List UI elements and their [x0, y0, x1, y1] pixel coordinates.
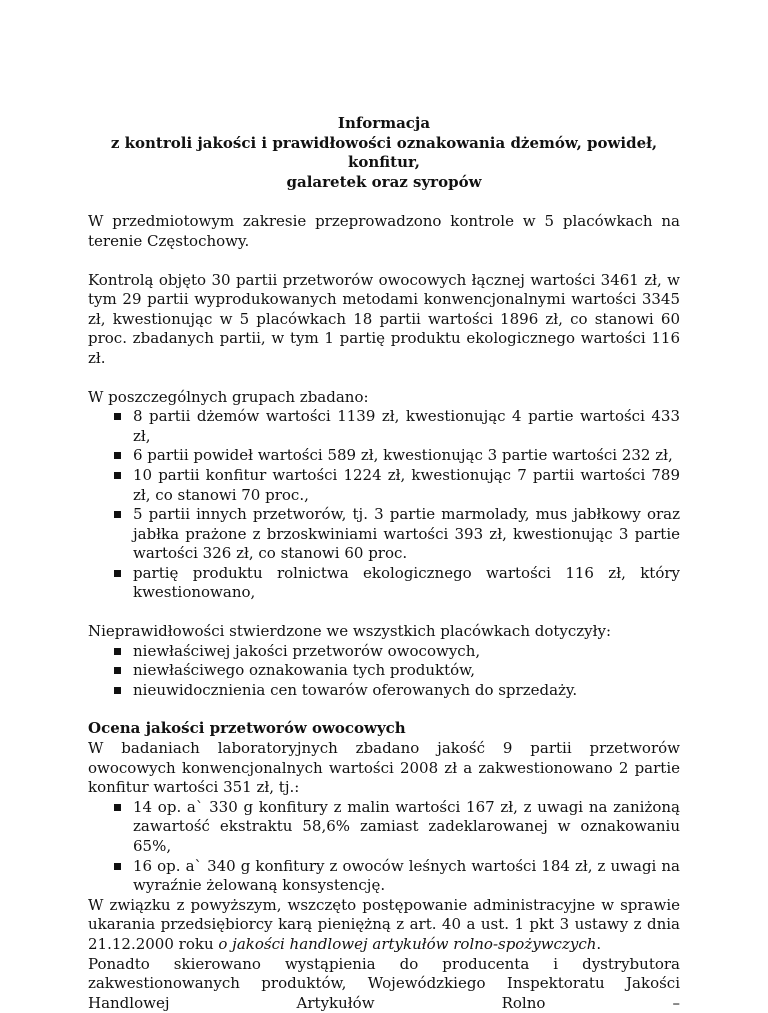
- title-line-1: Informacja: [337, 114, 431, 132]
- list-item: niewłaściwego oznakowania tych produktów,: [133, 661, 680, 681]
- groups-list: [88, 407, 680, 603]
- act-title: o jakości handlowej artykułów rolno-spożywczych: [218, 934, 597, 953]
- quality-paragraph: W badaniach laboratoryjnych zbadano jakość 9 partii przetworów owocowych konwencjonalnych wartości 2008 zł a zakwestionowano 2 partie konfitur wartości 351 zł, tj.:: [88, 739, 680, 797]
- irregularities-lead: Nieprawidłowości stwierdzone we wszystkich placówkach dotyczyły:: [88, 622, 612, 641]
- document-title: [88, 114, 680, 192]
- list-item: partię produktu rolnictwa ekologicznego wartości 116 zł, który kwestionowano,: [133, 563, 680, 602]
- irregularities-list: [88, 642, 680, 701]
- list-item: 14 op. a` 330 g konfitury z malin wartości 167 zł, z uwagi na zaniżoną zawartość ekstraktu 58,6% zamiast zadeklarowanej w oznakowaniu 65%,: [133, 797, 680, 855]
- list-item: niewłaściwej jakości przetworów owocowych,: [133, 642, 680, 662]
- quality-list: [88, 798, 680, 896]
- title-line-2: z kontroli jakości i prawidłowości oznakowania dżemów, powideł, konfitur,: [110, 133, 658, 172]
- final-paragraph: Ponadto skierowano wystąpienia do producenta i dystrybutora zakwestionowanych produktów, Wojewódzkiego Inspektoratu Jakości Handlowej Artykułów Rolno –: [88, 954, 680, 1012]
- proceeding-paragraph: [88, 896, 680, 955]
- list-item: nieuwidocznienia cen towarów oferowanych do sprzedaży.: [133, 681, 680, 701]
- groups-lead: W poszczególnych grupach zbadano:: [88, 387, 369, 406]
- list-item: 5 partii innych przetworów, tj. 3 partie marmolady, mus jabłkowy oraz jabłka prażone z brzoskwiniami wartości 393 zł, kwestionując 3 partie wartości 326 zł, co stanowi 60 proc.: [133, 505, 680, 563]
- list-item: 8 partii dżemów wartości 1139 zł, kwestionując 4 partie wartości 433 zł,: [133, 407, 680, 445]
- title-line-3: galaretek oraz syropów: [286, 172, 482, 191]
- list-item: 6 partii powideł wartości 589 zł, kwestionując 3 partie wartości 232 zł,: [133, 446, 680, 466]
- list-item: 10 partii konfitur wartości 1224 zł, kwestionując 7 partii wartości 789 zł, co stanowi 70 proc.,: [133, 465, 680, 504]
- proceeding-text: W związku z powyższym, wszczęto postępowanie administracyjne w sprawie ukarania przedsiębiorcy karą pieniężną z art. 40 a ust. 1 pkt 3 ustawy z dnia 21.12.2000 roku: [88, 895, 680, 953]
- intro-paragraph: W przedmiotowym zakresie przeprowadzono kontrole w 5 placówkach na terenie Częstochowy.: [88, 212, 680, 250]
- list-item: 16 op. a` 340 g konfitury z owoców leśnych wartości 184 zł, z uwagi na wyraźnie żelowaną konsystencję.: [133, 856, 680, 895]
- quality-heading: Ocena jakości przetworów owocowych: [88, 719, 406, 738]
- document-page: [88, 114, 680, 1013]
- proceeding-end: .: [596, 934, 602, 953]
- scope-paragraph: Kontrolą objęto 30 partii przetworów owocowych łącznej wartości 3461 zł, w tym 29 partii wyprodukowanych metodami konwencjonalnymi wartości 3345 zł, kwestionując w 5 placówkach 18 partii wartości 1896 zł, co stanowi 60 proc. zbadanych partii, w tym 1 partię produktu ekologicznego wartości 116 zł.: [88, 270, 680, 367]
